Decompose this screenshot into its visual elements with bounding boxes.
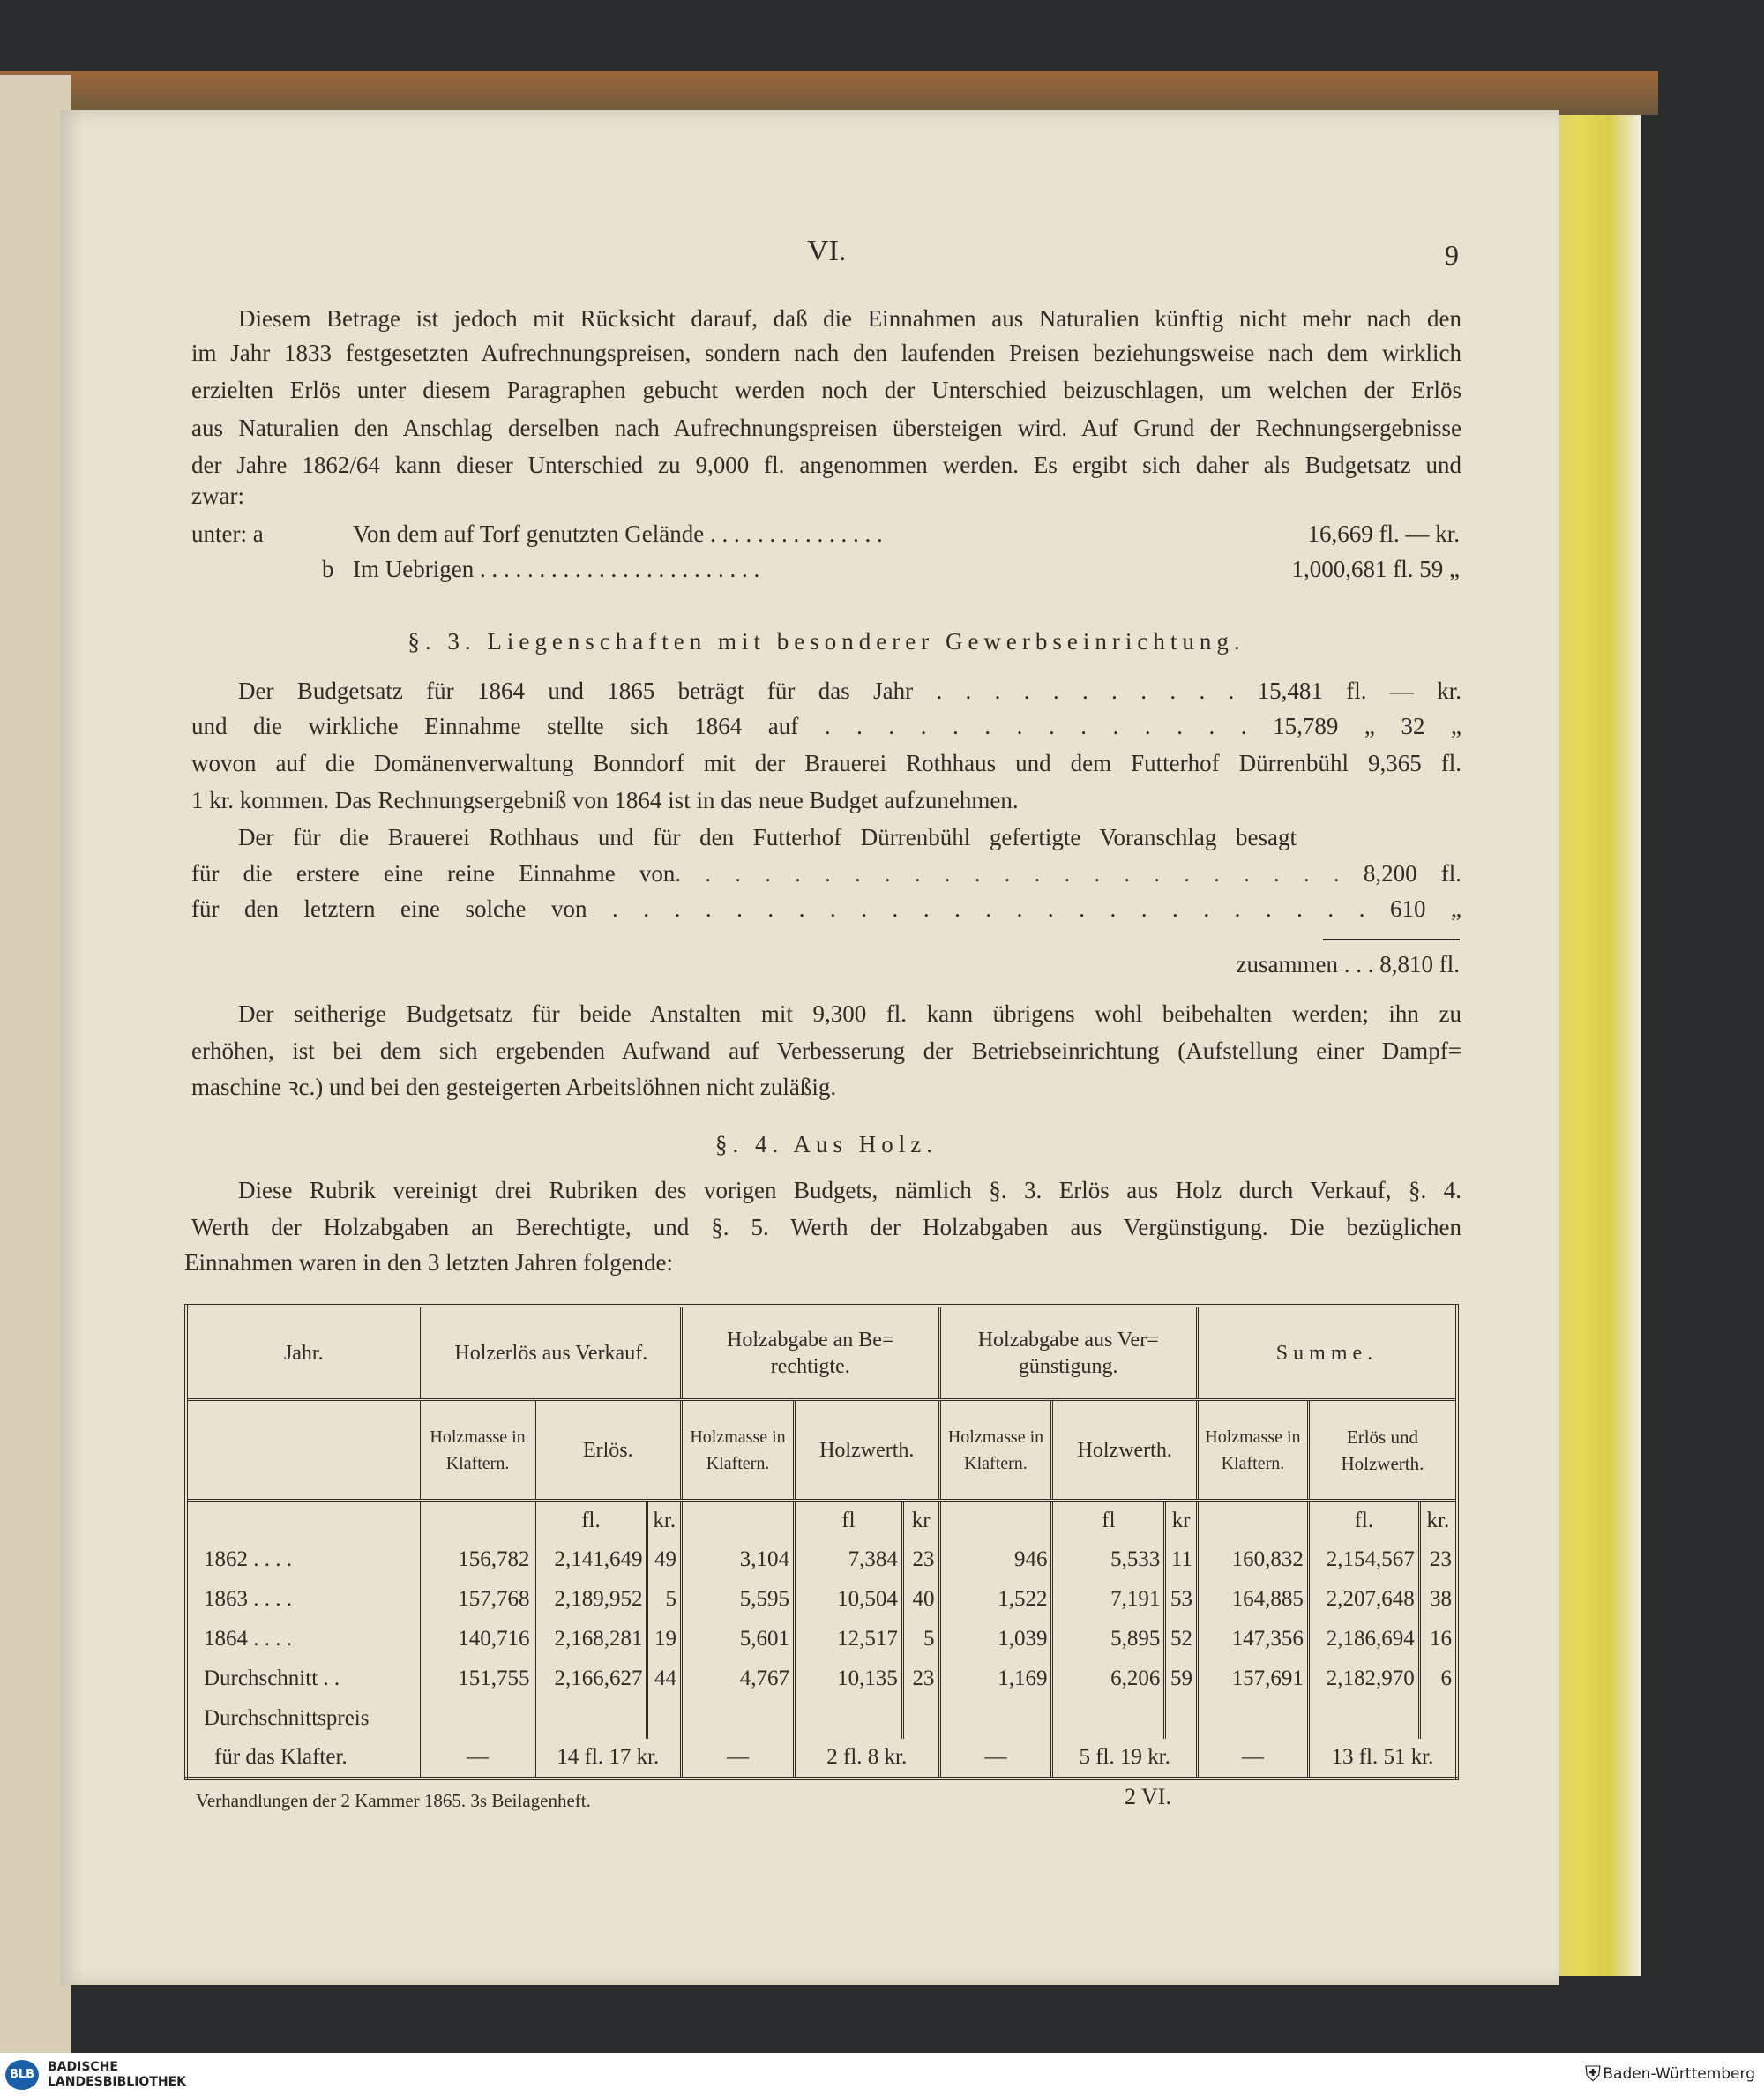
table-cell: 38 (1419, 1580, 1457, 1620)
table-cell: 52 (1165, 1620, 1198, 1659)
price-cell: — (1197, 1739, 1308, 1779)
footer-signature: 2 VI. (1125, 1784, 1171, 1809)
text-line: für den letztern eine solche von . . . . . . . . . . . . . . . . . . . . . . . . . 610 „ (191, 895, 1461, 922)
table-cell: 12,517 (795, 1620, 903, 1659)
viewer-footer-bar (0, 2053, 1764, 2097)
table-cell: 6,206 (1052, 1659, 1165, 1699)
item-label: Im Uebrigen . . . . . . . . . . . . . . . . . . . . . . . . (353, 556, 760, 582)
text-line: zwar: (191, 483, 244, 509)
table-cell: 7,384 (795, 1540, 903, 1580)
subheader: Holzmasse in Klaftern. (939, 1400, 1052, 1501)
table-cell: 1,039 (939, 1620, 1052, 1659)
price-cell: — (682, 1739, 795, 1779)
text-line: maschine ꝛc.) und bei den gesteigerten Arbeitslöhnen nicht zuläßig. (191, 1074, 837, 1100)
unit: kr. (1419, 1501, 1457, 1540)
table-cell: 2,207,648 (1308, 1580, 1419, 1620)
subheader: Holzmasse in Klaftern. (682, 1400, 795, 1501)
state-name[interactable]: Baden-Württemberg (1603, 2065, 1755, 2083)
table-cell: 151,755 (421, 1659, 534, 1699)
text-line: Diesem Betrage ist jedoch mit Rücksicht darauf, daß die Einnahmen aus Naturalien künftig nicht mehr nach den (238, 305, 1461, 332)
text-line: wovon auf die Domänenverwaltung Bonndorf mit der Brauerei Rothhaus und dem Futterhof Dürrenbühl 9,365 fl. (191, 750, 1461, 776)
row-label: Durchschnitt . . (186, 1659, 421, 1699)
table-cell: 5,895 (1052, 1620, 1165, 1659)
unit: fl. (1308, 1501, 1419, 1540)
col-group-summe: Summe. (1197, 1306, 1457, 1400)
table-cell: 19 (647, 1620, 682, 1659)
table-cell: 157,691 (1197, 1659, 1308, 1699)
table-cell: 10,135 (795, 1659, 903, 1699)
text-line: Der Budgetsatz für 1864 und 1865 beträgt für das Jahr . . . . . . . . . . . 15,481 fl. — kr. (238, 678, 1461, 704)
table-cell: 23 (902, 1540, 939, 1580)
table-cell: 2,182,970 (1308, 1659, 1419, 1699)
price-cell: 13 fl. 51 kr. (1308, 1739, 1457, 1779)
text-line: Einnahmen waren in den 3 letzten Jahren folgende: (184, 1249, 674, 1276)
text-line: erzielten Erlös unter diesem Paragraphen gebucht werden noch der Unterschied beizuschlagen, um welchen der Erlös (191, 377, 1461, 403)
price-cell: 2 fl. 8 kr. (795, 1739, 940, 1779)
price-cell: — (421, 1739, 534, 1779)
price-cell: 5 fl. 19 kr. (1052, 1739, 1198, 1779)
table-cell: 16 (1419, 1620, 1457, 1659)
price-cell: 14 fl. 17 kr. (534, 1739, 682, 1779)
table-cell: 160,832 (1197, 1540, 1308, 1580)
table-cell: 53 (1165, 1580, 1198, 1620)
table-cell: 6 (1419, 1659, 1457, 1699)
table-cell: 4,767 (682, 1659, 795, 1699)
table-row (186, 1620, 1457, 1659)
table-cell: 11 (1165, 1540, 1198, 1580)
subheader: Holzwerth. (1052, 1400, 1198, 1501)
unit: kr (902, 1501, 939, 1540)
col-group-jahr: Jahr. (186, 1306, 421, 1400)
unit: kr. (647, 1501, 682, 1540)
table-cell: 44 (647, 1659, 682, 1699)
price-label: für das Klafter. (186, 1739, 421, 1779)
table-cell: 147,356 (1197, 1620, 1308, 1659)
section-title: §. 4. Aus Holz. (715, 1131, 938, 1157)
unit: fl. (534, 1501, 647, 1540)
table-cell: 59 (1165, 1659, 1198, 1699)
table-cell: 49 (647, 1540, 682, 1580)
table-row (186, 1580, 1457, 1620)
table-cell: 23 (902, 1659, 939, 1699)
table-cell: 7,191 (1052, 1580, 1165, 1620)
col-group-berechtigte: Holzabgabe an Be= rechtigte. (682, 1306, 939, 1400)
page-number: 9 (1445, 239, 1459, 271)
table-row (186, 1659, 1457, 1699)
table-cell: 2,168,281 (534, 1620, 647, 1659)
item-amount: 1,000,681 fl. 59 „ (1291, 556, 1460, 582)
subheader: Erlös und Holzwerth. (1308, 1400, 1457, 1501)
table-cell: 2,141,649 (534, 1540, 647, 1580)
table-cell: 1,169 (939, 1659, 1052, 1699)
text-line: und die wirkliche Einnahme stellte sich 1864 auf . . . . . . . . . . . . . . 15,789 „ 32 „ (191, 713, 1461, 739)
sum-rule (1323, 939, 1460, 940)
text-line: im Jahr 1833 festgesetzten Aufrechnungspreisen, sondern nach den laufenden Preisen beziehungsweise nach dem wirklich (191, 340, 1461, 366)
table-cell: 5 (902, 1620, 939, 1659)
subheader: Holzwerth. (795, 1400, 940, 1501)
subheader: Holzmasse in Klaftern. (1197, 1400, 1308, 1501)
subheader: Erlös. (534, 1400, 682, 1501)
table-cell: 140,716 (421, 1620, 534, 1659)
table-cell: 156,782 (421, 1540, 534, 1580)
book-spine (0, 71, 1658, 115)
text-line: für die erstere eine reine Einnahme von. . . . . . . . . . . . . . . . . . . . . . . 8,200 fl. (191, 860, 1461, 887)
text-line: aus Naturalien den Anschlag derselben nach Aufrechnungspreisen übersteigen wird. Auf Grund der Rechnungsergebnisse (191, 415, 1461, 441)
table-cell: 23 (1419, 1540, 1457, 1580)
table-cell: 40 (902, 1580, 939, 1620)
unit: fl (795, 1501, 903, 1540)
table-cell: 5,533 (1052, 1540, 1165, 1580)
wood-revenue-table (184, 1304, 1459, 1780)
section-title: §. 3. Liegenschaften mit besonderer Gewerbseinrichtung. (407, 628, 1245, 655)
table-cell: 2,186,694 (1308, 1620, 1419, 1659)
text-line: 1 kr. kommen. Das Rechnungsergebniß von 1864 ist in das neue Budget aufzunehmen. (191, 787, 1019, 813)
row-label: 1862 . . . . (186, 1540, 421, 1580)
table-cell: 2,189,952 (534, 1580, 647, 1620)
state-crest-icon: ⛨ (1585, 2062, 1601, 2086)
row-label: 1864 . . . . (186, 1620, 421, 1659)
text-line: der Jahre 1862/64 kann dieser Unterschied zu 9,000 fl. angenommen werden. Es ergibt sich daher als Budgetsatz und (191, 452, 1461, 478)
text-line: erhöhen, ist bei dem sich ergebenden Aufwand auf Verbesserung der Betriebseinrichtung (Aufstellung einer Dampf= (191, 1037, 1461, 1064)
row-label: 1863 . . . . (186, 1580, 421, 1620)
unit: fl (1052, 1501, 1165, 1540)
blb-logo[interactable]: BLB (5, 2060, 39, 2090)
table-cell: 2,166,627 (534, 1659, 647, 1699)
text-line: Diese Rubrik vereinigt drei Rubriken des vorigen Budgets, nämlich §. 3. Erlös aus Holz durch Verkauf, §. 4. (238, 1177, 1461, 1203)
table-row (186, 1540, 1457, 1580)
subheader: Holzmasse in Klaftern. (421, 1400, 534, 1501)
price-label: Durchschnittspreis (186, 1699, 421, 1739)
item-amount: 16,669 fl. — kr. (1307, 521, 1460, 547)
text-line: Der für die Brauerei Rothhaus und für den Futterhof Dürrenbühl gefertigte Voranschlag besagt (238, 824, 1297, 850)
sum-line: zusammen . . . 8,810 fl. (1236, 951, 1460, 977)
table-cell: 2,154,567 (1308, 1540, 1419, 1580)
table-cell: 164,885 (1197, 1580, 1308, 1620)
table-cell: 3,104 (682, 1540, 795, 1580)
library-name[interactable]: BADISCHE LANDESBIBLIOTHEK (48, 2060, 187, 2089)
item-prefix: b (322, 556, 334, 582)
table-cell: 1,522 (939, 1580, 1052, 1620)
table-cell: 10,504 (795, 1580, 903, 1620)
item-prefix: unter: a (191, 521, 264, 547)
text-line: Werth der Holzabgaben an Berechtigte, und §. 5. Werth der Holzabgaben aus Vergünstigung. Die bezüglichen (191, 1214, 1461, 1240)
item-label: Von dem auf Torf genutzten Gelände . . . . . . . . . . . . . . . (353, 521, 883, 547)
footer-citation: Verhandlungen der 2 Kammer 1865. 3s Beilagenheft. (196, 1790, 591, 1811)
unit: kr (1165, 1501, 1198, 1540)
table-cell: 5,601 (682, 1620, 795, 1659)
col-group-verkauf: Holzerlös aus Verkauf. (421, 1306, 682, 1400)
col-group-verguenstigung: Holzabgabe aus Ver= günstigung. (939, 1306, 1197, 1400)
table-cell: 157,768 (421, 1580, 534, 1620)
text-line: Der seitherige Budgetsatz für beide Anstalten mit 9,300 fl. kann übrigens wohl beibehalten werden; ihn zu (238, 1000, 1461, 1027)
table-cell: 5 (647, 1580, 682, 1620)
price-cell: — (939, 1739, 1052, 1779)
table-cell: 946 (939, 1540, 1052, 1580)
section-heading: VI. (807, 235, 847, 267)
table-cell: 5,595 (682, 1580, 795, 1620)
